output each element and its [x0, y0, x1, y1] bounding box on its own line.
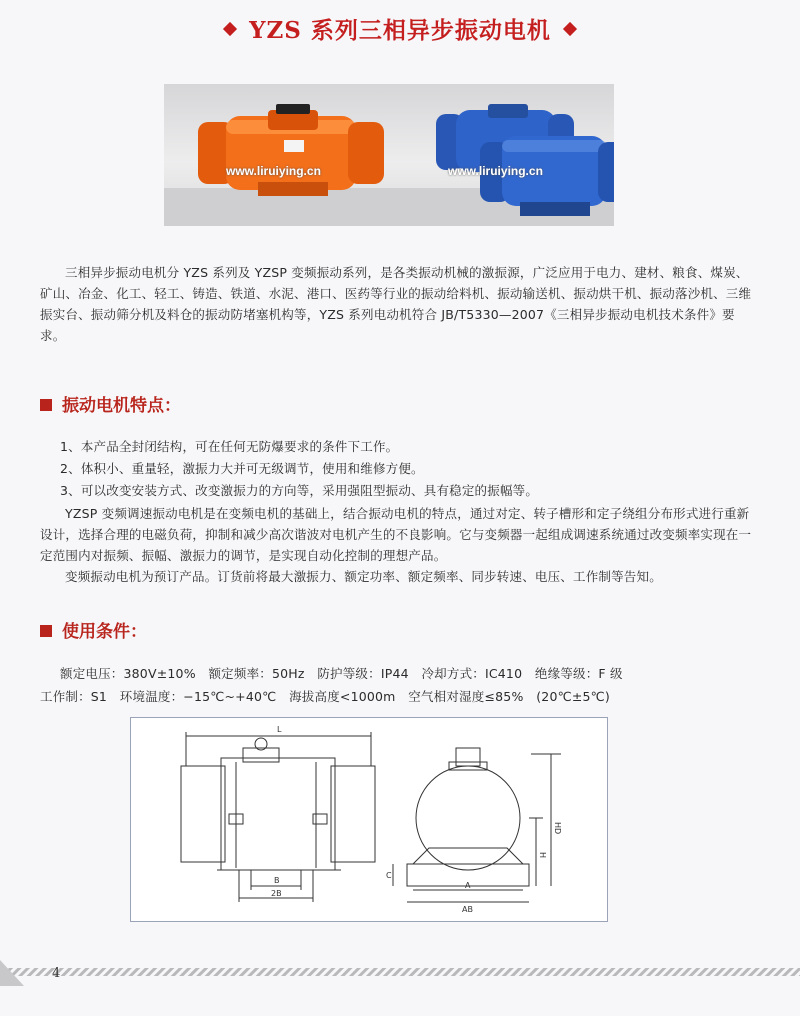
dim-label: AB	[462, 905, 473, 914]
dim-label: C	[386, 871, 392, 880]
intro-paragraph: 三相异步振动电机分 YZS 系列及 YZSP 变频振动系列，是各类振动机械的激振源，广泛应用于电力、建材、粮食、煤炭、矿山、冶金、化工、轻工、铸造、铁道、水泥、港口、医药等行业的振动给料机、振动输送机、振动烘干机、振动落沙机、三维振实台、振动筛分机及料仓的振动防堵塞机构等，YZS 系列电动机符合 JB/T5330—2007《三相异步振动电机技术条件》要求。	[40, 265, 752, 343]
conditions-line: 工作制：S1 环境温度：−15℃~+40℃ 海拔高度<1000m 空气相对湿度≤85% (20℃±5℃)	[40, 689, 610, 704]
feature-item: 3、可以改变安装方式、改变激振力的方向等，采用强阻型振动、具有稳定的振幅等。	[60, 483, 539, 498]
yzsp-paragraph: YZSP 变频调速振动电机是在变频电机的基础上，结合振动电机的特点，通过对定、转子槽形和定子绕组分布形式进行重新设计，选择合理的电磁负荷，抑制和减少高次谐波对电机产生的不良影响。它与变频器一起组成调速系统通过改变频率实现在一定范围内对振频、振幅、激振力的调节，是实现自动化控制的理想产品。	[40, 506, 752, 563]
conditions-line: 额定电压：380V±10% 额定频率：50Hz 防护等级：IP44 冷却方式：IC410 绝缘等级：F 级	[60, 666, 623, 681]
square-bullet-icon	[40, 625, 52, 637]
dim-label: HD	[553, 822, 562, 835]
square-bullet-icon	[40, 399, 52, 411]
motor-illustration	[164, 84, 614, 226]
section-heading-conditions: 使用条件：	[40, 617, 147, 642]
page-title: YZS 系列三相异步振动电机	[0, 12, 800, 45]
feature-item: 1、本产品全封闭结构，可在任何无防爆要求的条件下工作。	[60, 439, 399, 454]
end-view	[393, 748, 561, 902]
diamond-icon	[563, 22, 577, 36]
product-photo	[164, 84, 614, 226]
footer-bar	[0, 960, 800, 986]
section-heading-features: 振动电机特点：	[40, 391, 181, 416]
watermark: www.liruiying.cn	[448, 164, 543, 178]
dim-label: A	[465, 881, 471, 890]
order-paragraph: 变频振动电机为预订产品。订货前将最大激振力、额定功率、额定频率、同步转速、电压、工作制等告知。	[65, 569, 662, 584]
diamond-icon	[223, 22, 237, 36]
dim-label: 2B	[271, 889, 282, 898]
orange-motor	[198, 104, 384, 196]
dim-label: B	[274, 876, 280, 885]
technical-drawing	[131, 718, 607, 921]
watermark: www.liruiying.cn	[226, 164, 321, 178]
dim-label: H	[538, 852, 547, 859]
dimension-drawing	[130, 717, 608, 922]
dim-label: L	[277, 725, 282, 734]
feature-item: 2、体积小、重量轻，激振力大并可无级调节，使用和维修方便。	[60, 461, 424, 476]
page-number: 4	[52, 966, 61, 981]
